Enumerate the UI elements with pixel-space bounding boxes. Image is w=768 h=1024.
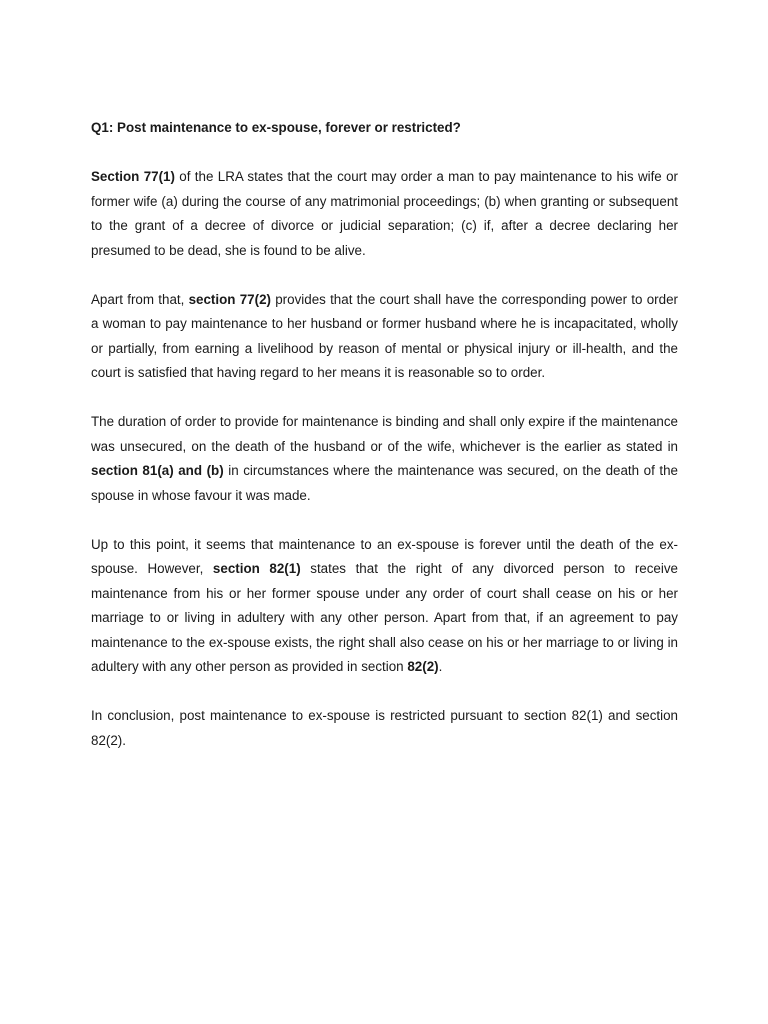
paragraph-text: The duration of order to provide for maintenance is binding and shall only expire if the maintenance was unsecured, on the death of the husband or of the wife, whichever is the earlier as stated in [91,414,678,454]
paragraph-text: Up to this point, it seems that maintenance to an ex-spouse is forever until the death of the ex-spouse. However, [91,536,678,576]
paragraph-section-77-2 [91,288,678,386]
paragraph-text: states that the right of any divorced person to receive maintenance from his or her former spouse under any order of court shall cease on his or her marriage to or living in adultery with any other person. Apart from that, if an agreement to pay maintenance to the ex-spouse exists, the right shall also cease on his or her marriage to or living in adultery with any other person as provided in section [91,561,678,674]
bold-reference-section-77-2: section 77(2) [188,291,271,307]
paragraph-text: of the LRA states that the court may order a man to pay maintenance to his wife or former wife (a) during the course of any matrimonial proceedings; (b) when granting or subsequent to the grant of a decree of divorce or judicial separation; (c) if, after a decree declaring her presumed to be dead, she is found to be alive. [91,169,678,258]
paragraph-section-77-1 [91,165,678,263]
paragraph-text: provides that the court shall have the corresponding power to order a woman to pay maintenance to her husband or former husband where he is incapacitated, wholly or partially, from earning a livelihood by reason of mental or physical injury or ill-health, and the court is satisfied that having regard to her means it is reasonable so to order. [91,291,678,380]
paragraph-text: in circumstances where the maintenance was secured, on the death of the spouse in whose favour it was made. [91,463,678,503]
paragraph-text: Apart from that, [91,291,189,307]
document-body [91,116,678,753]
bold-reference-section-81: section 81(a) and (b) [91,463,224,478]
bold-reference-section-82-2: 82(2) [407,659,439,674]
paragraph-section-81 [91,410,678,508]
paragraph-conclusion: In conclusion, post maintenance to ex-spouse is restricted pursuant to section 82(1) and section 82(2). [91,708,678,748]
bold-reference-section-77-1: Section 77(1) [91,169,175,184]
question-heading: Q1: Post maintenance to ex-spouse, forever or restricted? [91,120,461,135]
paragraph-section-82 [91,533,678,680]
bold-reference-section-82-1: section 82(1) [212,561,301,576]
paragraph-text: . [438,659,443,674]
